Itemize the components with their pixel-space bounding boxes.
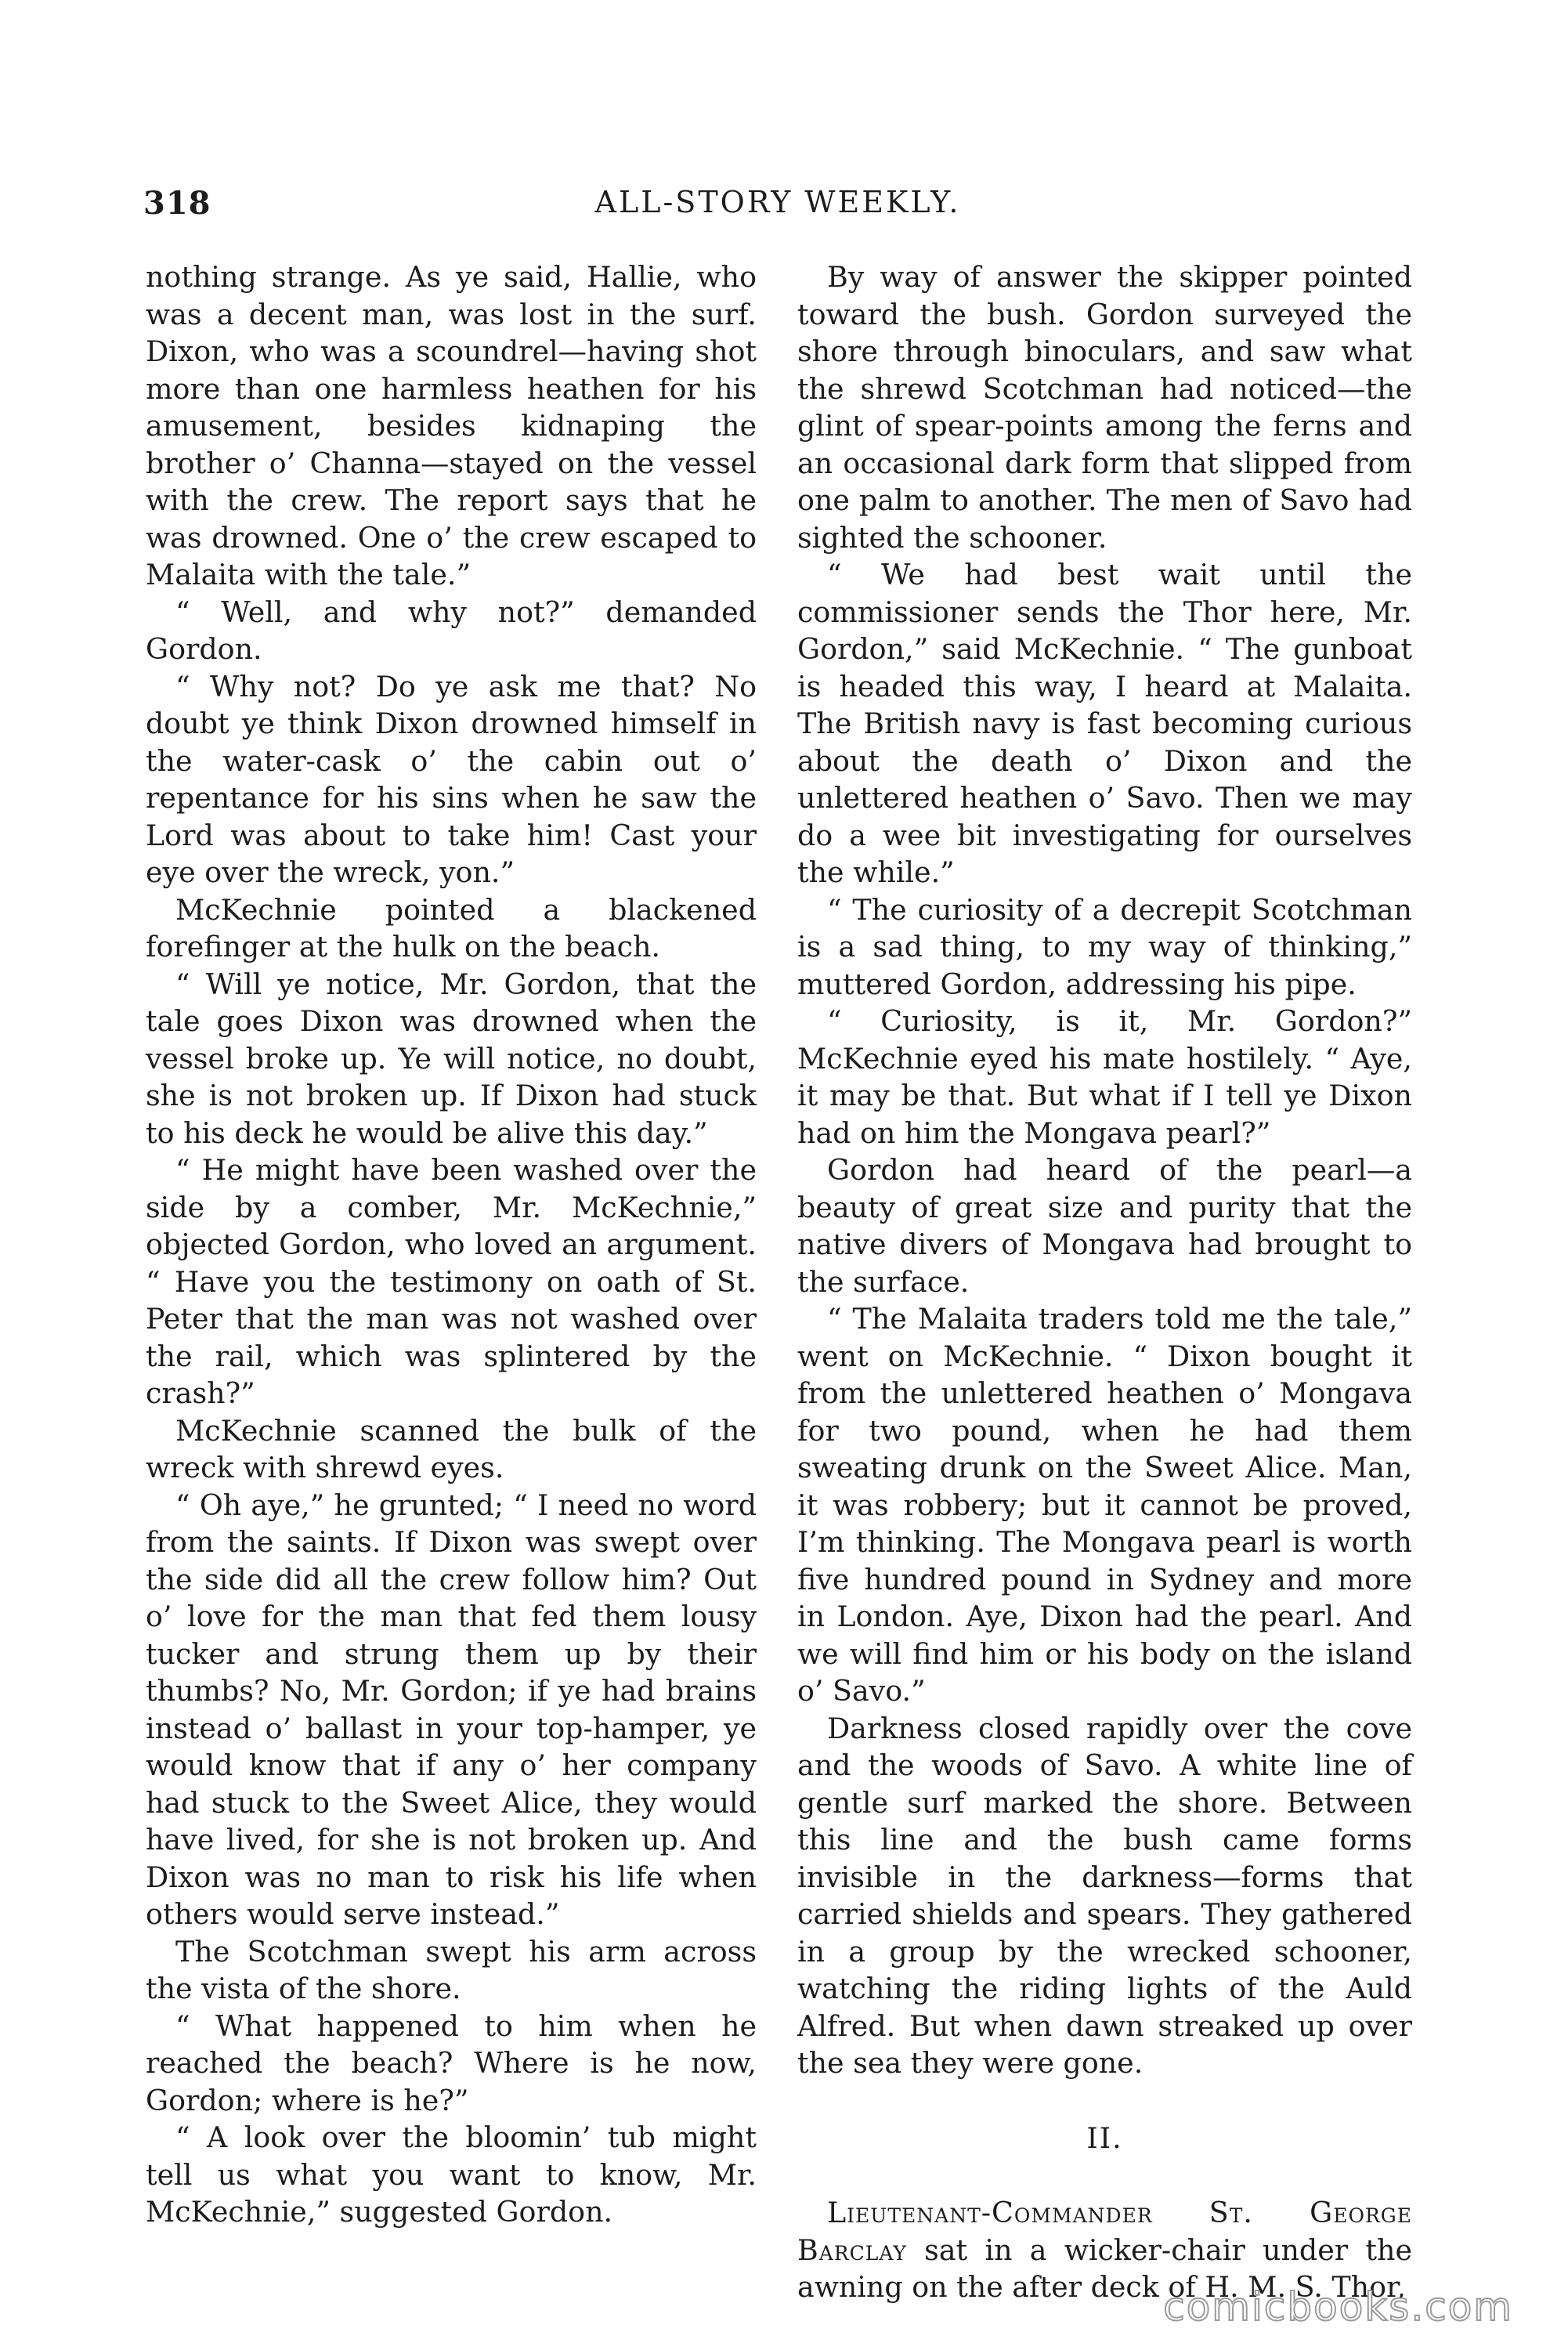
paragraph: “ The curiosity of a decrepit Scotchman is a sad thing, to my way of thinking,” muttered Gordon, addressing his pipe.: [797, 892, 1412, 1001]
paragraph: “ The Malaita traders told me the tale,” went on McKechnie. “ Dixon bought it from the unlettered heathen o’ Mongava for two pound, when he had them sweating drunk on the Sweet Alice. Man, it was robbery; but it cannot be proved, I’m thinking. The Mongava pearl is worth five hundred pound in Sydney and more in London. Aye, Dixon had the pearl. And we will find him or his body on the island o’ Savo.”: [797, 1302, 1412, 1708]
paragraph-text: sat in a wicker-chair under the awning on the after deck of H. M. S. Thor,: [797, 2232, 1412, 2304]
page-number: 318: [143, 185, 211, 222]
running-head: ALL-STORY WEEKLY.: [594, 185, 961, 219]
paragraph: “ Will ye notice, Mr. Gordon, that the tale goes Dixon was drowned when the vessel broke up. Ye will notice, no doubt, she is not broken up. If Dixon had stuck to his deck he would be alive this day.”: [146, 967, 757, 1150]
paragraph: By way of answer the skipper pointed toward the bush. Gordon surveyed the shore through binoculars, and saw what the shrewd Scotchman had noticed—the glint of spear-points among the ferns and an occasional dark form that slipped from one palm to another. The men of Savo had sighted the schooner.: [797, 260, 1412, 555]
paragraph: “ We had best wait until the commissioner sends the Thor here, Mr. Gordon,” said McKechnie. “ The gunboat is headed this way, I heard at Malaita. The British navy is fast becoming curious about the death o’ Dixon and the unlettered heathen o’ Savo. Then we may do a wee bit investigating for ourselves the while.”: [797, 558, 1412, 889]
paragraph: “ Curiosity, is it, Mr. Gordon?” McKechnie eyed his mate hostilely. “ Aye, it may be that. But what if I tell ye Dixon had on him the Mongava pearl?”: [797, 1004, 1412, 1150]
paragraph: McKechnie pointed a blackened forefinger at the hulk on the beach.: [146, 892, 757, 964]
paragraph: Gordon had heard of the pearl—a beauty of great size and purity that the native divers of Mongava had brought to the surface.: [797, 1153, 1412, 1299]
section-number: II.: [1086, 2120, 1123, 2155]
paragraph: “ A look over the bloomin’ tub might tell us what you want to know, Mr. McKechnie,” suggested Gordon.: [146, 2120, 757, 2229]
paragraph: “ Why not? Do ye ask me that? No doubt ye think Dixon drowned himself in the water-cask o’ the cabin out o’ repentance for his sins when he saw the Lord was about to take him! Cast your eye over the wreck, yon.”: [146, 669, 757, 889]
paragraph: “ Oh aye,” he grunted; “ I need no word from the saints. If Dixon was swept over the side did all the crew follow him? Out o’ love for the man that fed them lousy tucker and strung them up by their thumbs? No, Mr. Gordon; if ye had brains instead o’ ballast in your top-hamper, ye would know that if any o’ her company had stuck to the Sweet Alice, they would have lived, for she is not broken up. And Dixon was no man to risk his life when others would serve instead.”: [146, 1488, 757, 1931]
paragraph: McKechnie scanned the bulk of the wreck with shrewd eyes.: [146, 1413, 757, 1484]
paragraph: “ What happened to him when he reached the beach? Where is he now, Gordon; where is he?”: [146, 2008, 757, 2117]
paragraph: The Scotchman swept his arm across the vista of the shore.: [146, 1934, 757, 2005]
watermark-logo: comicbooks.com: [1163, 2284, 1513, 2330]
paragraph: “ He might have been washed over the side by a comber, Mr. McKechnie,” objected Gordon, who loved an argument. “ Have you the testimony on oath of St. Peter that the man was not washed over the rail, which was splintered by the crash?”: [146, 1153, 757, 1410]
paragraph: nothing strange. As ye said, Hallie, who was a decent man, was lost in the surf. Dixon, who was a scoundrel—having shot more than one harmless heathen for his amusement, besides kidnaping the brother o’ Channa—stayed on the vessel with the crew. The report says that he was drowned. One o’ the crew escaped to Malaita with the tale.”: [146, 260, 757, 591]
right-column: [797, 258, 1412, 2306]
page-header: [143, 185, 1412, 232]
paragraph: Darkness closed rapidly over the cove and the woods of Savo. A white line of gentle surf marked the shore. Between this line and the bush came forms invisible in the darkness—forms that carried shields and spears. They gathered in a group by the wrecked schooner, watching the riding lights of the Auld Alfred. But when dawn streaked up over the sea they were gone.: [797, 1711, 1412, 2080]
left-column: [146, 258, 757, 2231]
paragraph: “ Well, and why not?” demanded Gordon.: [146, 595, 757, 666]
character-name: Lieutenant-Commander St. George Barclay: [797, 2196, 1412, 2267]
